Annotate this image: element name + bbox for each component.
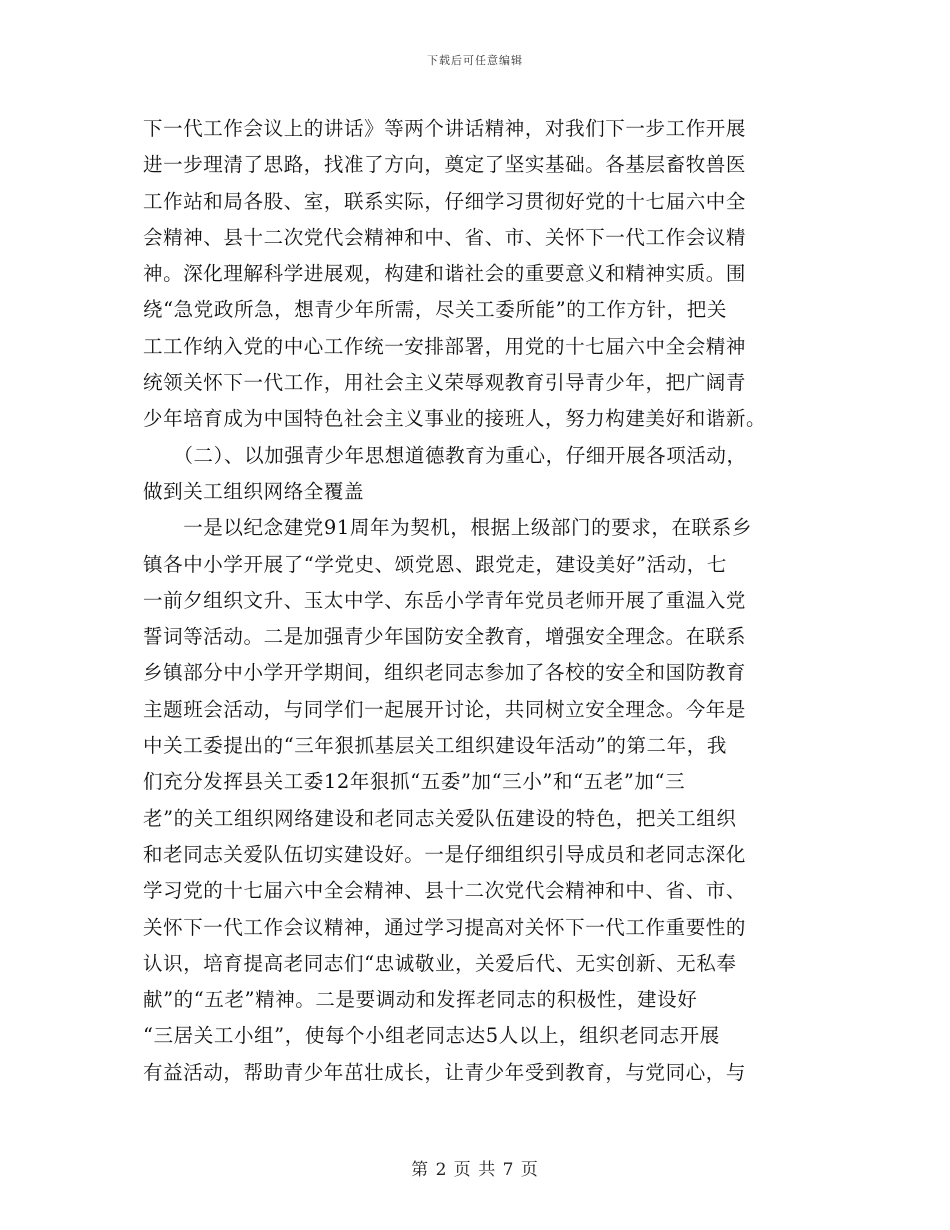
text-line: “三居关工小组”，使每个小组老同志达5人以上，组织老同志开展: [143, 1024, 720, 1048]
text-line: 誓词等活动。二是加强青少年国防安全教育，增强安全理念。在联系: [143, 625, 747, 649]
text-line: 有益活动，帮助青少年茁壮成长，让青少年受到教育，与党同心，与: [143, 1060, 747, 1084]
text-line: 少年培育成为中国特色社会主义事业的接班人，努力构建美好和谐新。: [143, 407, 767, 431]
text-line: 进一步理清了思路，找准了方向，奠定了坚实基础。各基层畜牧兽医: [143, 153, 747, 177]
text-line: 学习党的十七届六中全会精神、县十二次党代会精神和中、省、市、: [143, 879, 747, 903]
text-line: 工工作纳入党的中心工作统一安排部署，用党的十七届六中全会精神: [143, 334, 747, 358]
text-line: 绕“急党政所急，想青少年所需，尽关工委所能”的工作方针，把关: [143, 298, 727, 322]
text-line: 关怀下一代工作会议精神，通过学习提高对关怀下一代工作重要性的: [143, 915, 747, 939]
text-line: 镇各中小学开展了“学党史、颂党恩、跟党走，建设美好”活动，七: [143, 552, 727, 576]
text-line: 统领关怀下一代工作，用社会主义荣辱观教育引导青少年，把广阔青: [143, 371, 747, 395]
text-line: 一是以纪念建党91周年为契机，根据上级部门的要求，在联系乡: [143, 516, 752, 540]
section-heading-line: 做到关工组织网络全覆盖: [143, 479, 365, 503]
section-heading-line: （二）、以加强青少年思想道德教育为重心，仔细开展各项活动，: [143, 443, 747, 467]
text-line: 下一代工作会议上的讲话》等两个讲话精神，对我们下一步工作开展: [143, 117, 747, 140]
text-line: 乡镇部分中小学开学期间，组织老同志参加了各校的安全和国防教育: [143, 661, 747, 685]
text-line: 主题班会活动，与同学们一起展开讨论，共同树立安全理念。今年是: [143, 697, 747, 721]
document-body: [143, 111, 813, 1091]
text-line: 和老同志关爱队伍切实建设好。一是仔细组织引导成员和老同志深化: [143, 842, 747, 866]
text-line: 中关工委提出的“三年狠抓基层关工组织建设年活动”的第二年，我: [143, 734, 727, 758]
text-line: 一前夕组织文升、玉太中学、东岳小学青年党员老师开展了重温入党: [143, 588, 747, 612]
text-line: 献”的“五老”精神。二是要调动和发挥老同志的积极性，建设好: [143, 988, 698, 1012]
text-line: 们充分发挥县关工委12年狠抓“五委”加“三小”和“五老”加“三: [143, 770, 686, 794]
page-number: 第 2 页 共 7 页: [411, 1160, 539, 1180]
text-line: 认识，培育提高老同志们“忠诚敬业，关爱后代、无实创新、无私奉: [143, 951, 737, 975]
text-line: 神。深化理解科学进展观，构建和谐社会的重要意义和精神实质。围: [143, 262, 747, 286]
page-header: 下载后可任意编辑: [427, 54, 523, 67]
text-line: 工作站和局各股、室，联系实际，仔细学习贯彻好党的十七届六中全: [143, 189, 747, 213]
text-line: 会精神、县十二次党代会精神和中、省、市、关怀下一代工作会议精: [143, 225, 747, 249]
text-line: 老”的关工组织网络建设和老同志关爱队伍建设的特色，把关工组织: [143, 806, 737, 830]
